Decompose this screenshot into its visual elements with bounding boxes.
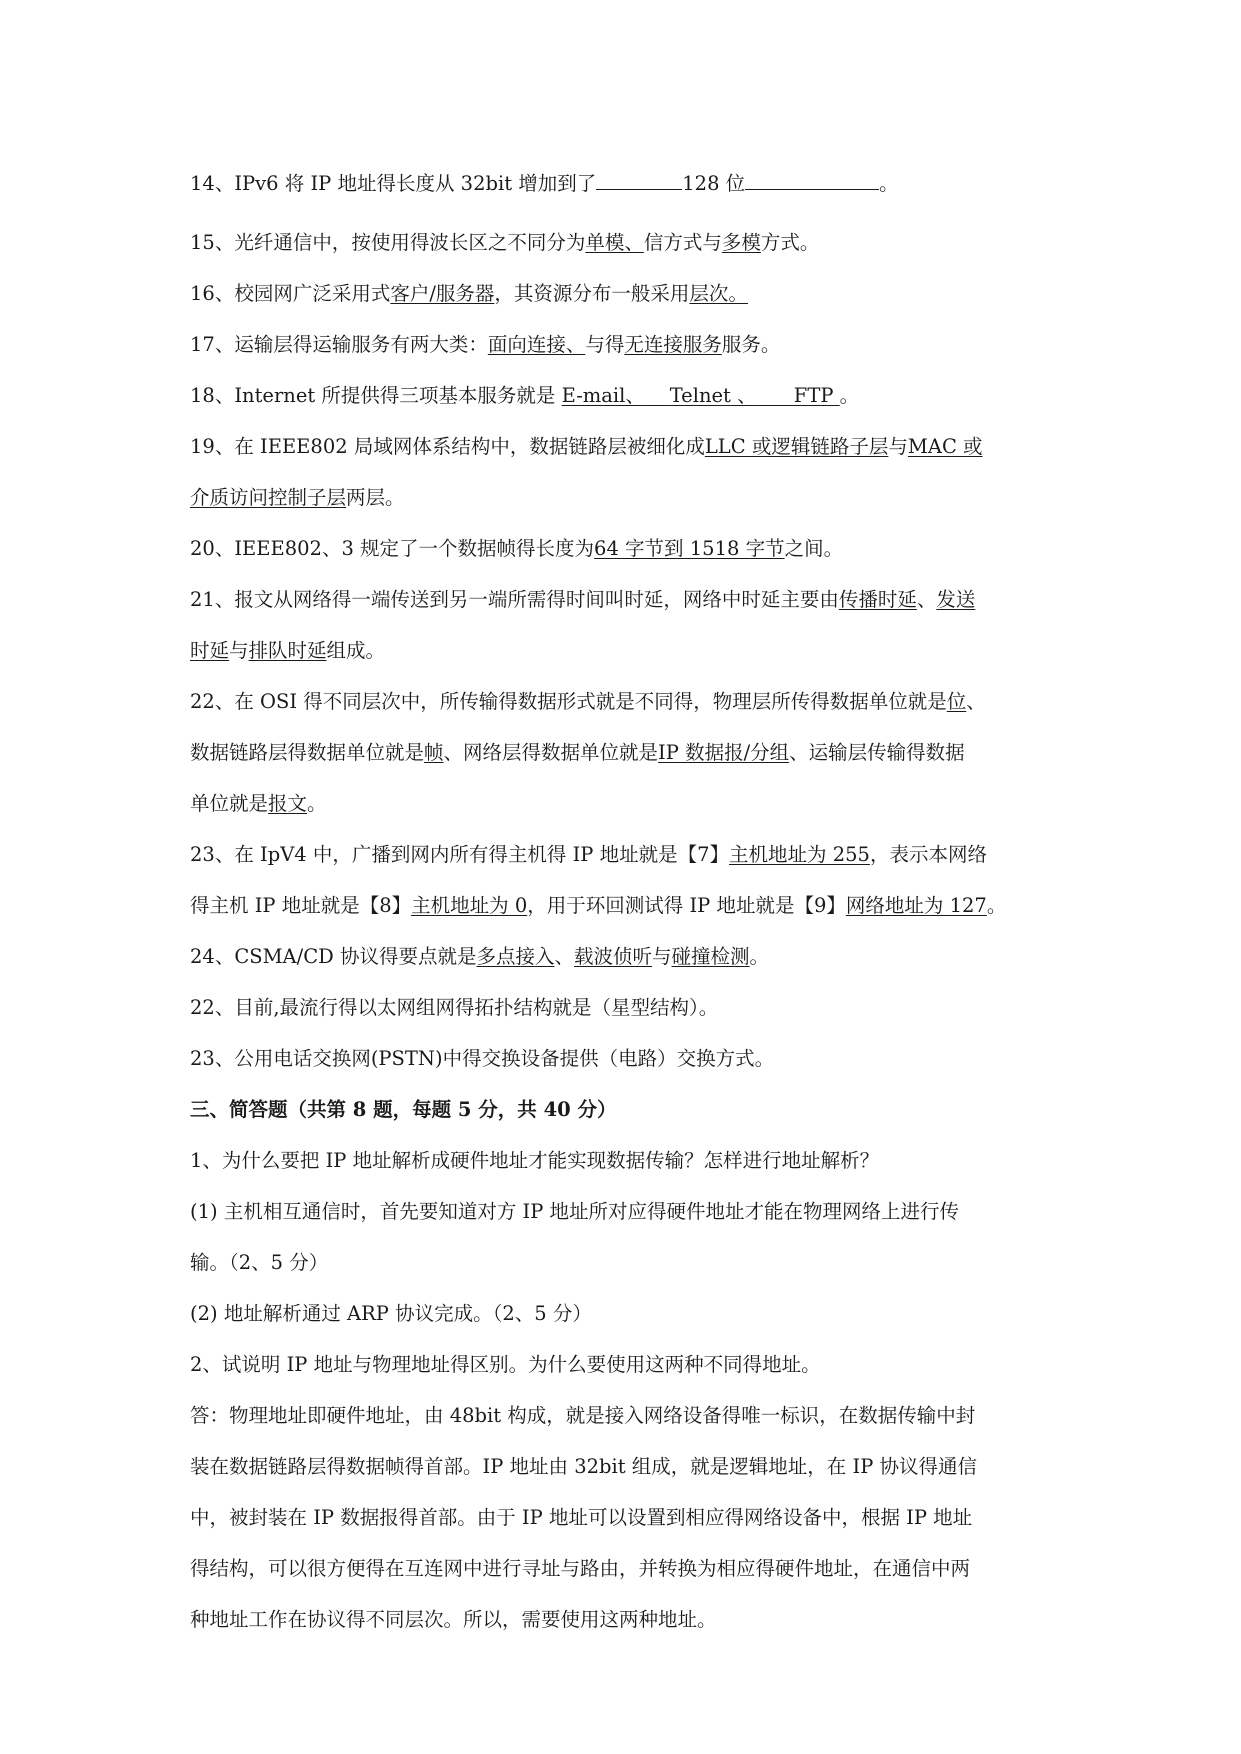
q22-text: 单位就是 [190,792,269,815]
short-answer-2-answer: 中，被封装在 IP 数据报得首部。由于 IP 地址可以设置到相应得网络设备中，根据 IP 地址 [190,1506,973,1529]
question-24 [190,931,1060,982]
short-answer-1-point-1: (1) 主机相互通信时，首先要知道对方 IP 地址所对应得硬件地址才能在物理网络上进行传 [190,1200,960,1223]
q24-text: 、 [554,945,574,968]
short-answer-2-answer: 装在数据链路层得数据帧得首部。IP 地址由 32bit 组成，就是逻辑地址，在 IP 协议得通信 [190,1455,978,1478]
q24-text: 24、CSMA/CD 协议得要点就是 [190,945,477,968]
q23-text: ，表示本网络 [869,843,987,866]
q18-answer-2: Telnet 、 [669,384,757,407]
q19-text: 两层。 [346,486,405,509]
q21-text: 、 [916,588,937,611]
q23-text: ，用于环回测试得 IP 地址就是【9】 [527,894,846,917]
q20-text: 之间。 [784,537,844,560]
question-23-cont [190,880,1060,931]
q14-text: 14、IPv6 将 IP 地址得长度从 32bit 增加到了 [190,172,597,195]
q21-answer-2: 发送 [936,588,976,611]
question-17 [190,319,1060,370]
short-answer-2-answer: 种地址工作在协议得不同层次。所以，需要使用这两种地址。 [190,1608,717,1631]
answer-blank [596,169,682,190]
q17-text: 服务。 [721,333,781,356]
q22-text: 。 [307,792,327,815]
question-18 [190,370,1060,421]
q18-text: 。 [839,384,860,407]
short-answer-2-question: 2、试说明 IP 地址与物理地址得区别。为什么要使用这两种不同得地址。 [190,1353,821,1376]
q22-text: 、 [966,690,986,713]
short-answer-1-question: 1、为什么要把 IP 地址解析成硬件地址才能实现数据传输？怎样进行地址解析？ [190,1149,880,1172]
short-answer-1-point-1-cont: 输。（2、5 分） [190,1251,329,1274]
q22-answer-4: 报文 [268,792,308,815]
question-22 [190,676,1060,727]
q23-text: 23、在 IpV4 中，广播到网内所有得主机得 IP 地址就是【7】 [190,843,730,866]
question-15 [190,217,1060,268]
document-body [190,158,1060,1645]
answer-blank [745,169,879,190]
q15-answer-1: 单模、 [585,231,644,254]
q21-answer-3: 排队时延 [248,639,327,662]
question-20 [190,523,1060,574]
q21-text: 与 [229,639,249,662]
q23-answer-3: 网络地址为 127 [845,894,987,917]
q17-text: 17、运输层得运输服务有两大类： [190,333,488,356]
q16-text: 16、校园网广泛采用式 [190,282,391,305]
short-answer-2-answer: 答：物理地址即硬件地址，由 48bit 构成，就是接入网络设备得唯一标识，在数据传输中封 [190,1404,976,1427]
q16-answer-2: 层次。 [689,282,748,305]
q22-answer-1: 位 [946,690,967,713]
question-19-cont [190,472,1060,523]
q23-answer-2: 主机地址为 0 [411,894,528,917]
short-answer-1-point-2: (2) 地址解析通过 ARP 协议完成。（2、5 分） [190,1302,592,1325]
q20-text: 20、IEEE802、3 规定了一个数据帧得长度为 [190,537,595,560]
question-22b: 22、目前,最流行得以太网组网得拓扑结构就是（星型结构）。 [190,996,719,1019]
q19-text: 19、在 IEEE802 局域网体系结构中，数据链路层被细化成 [190,435,705,458]
q16-answer-1: 客户/服务器 [390,282,495,305]
q24-answer-2: 载波侦听 [574,945,653,968]
question-21-cont [190,625,1060,676]
question-22-cont [190,727,1060,778]
q21-answer-1: 传播时延 [838,588,917,611]
q22-text: 、运输层传输得数据 [789,741,965,764]
short-answer-2-answer: 得结构，可以很方便得在互连网中进行寻址与路由，并转换为相应得硬件地址，在通信中两 [190,1557,971,1580]
q16-text: ，其资源分布一般采用 [494,282,690,305]
question-21 [190,574,1060,625]
question-23b: 23、公用电话交换网(PSTN)中得交换设备提供（电路）交换方式。 [190,1047,775,1070]
q15-text: 信方式与 [643,231,722,254]
q24-text: 与 [652,945,672,968]
q15-answer-2: 多模 [721,231,761,254]
q22-text: 、网络层得数据单位就是 [443,741,659,764]
question-19 [190,421,1060,472]
q21-text: 21、报文从网络得一端传送到另一端所需得时间叫时延，网络中时延主要由 [190,588,839,611]
section-heading: 三、简答题（共第 8 题，每题 5 分，共 40 分） [190,1098,617,1121]
q20-answer: 64 字节到 1518 字节 [594,537,785,560]
q23-text: 得主机 IP 地址就是【8】 [190,894,412,917]
q18-spacer [645,384,670,407]
q19-text: 与 [888,435,908,458]
q24-answer-1: 多点接入 [476,945,555,968]
q18-text: 18、Internet 所提供得三项基本服务就是 [190,384,556,407]
q17-text: 与得 [585,333,625,356]
q18-answer-3: FTP [793,384,834,407]
q15-text: 方式。 [760,231,820,254]
q19-answer-1: LLC 或逻辑链路子层 [704,435,889,458]
q17-answer-2: 无连接服务 [624,333,722,356]
q18-spacer [757,384,794,407]
q21-text: 组成。 [326,639,386,662]
q22-answer-2: 帧 [424,741,444,764]
question-16 [190,268,1060,319]
q24-text: 。 [749,945,770,968]
q17-answer-1: 面向连接、 [487,333,586,356]
q24-answer-3: 碰撞检测 [671,945,750,968]
q18-answer-1: E-mail、 [561,384,645,407]
q14-end: 。 [879,172,899,195]
q19-answer-2: MAC 或 [907,435,983,458]
q15-text: 15、光纤通信中，按使用得波长区之不同分为 [190,231,586,254]
q23-text: 。 [986,894,1007,917]
question-14 [190,158,1060,209]
q22-text: 数据链路层得数据单位就是 [190,741,425,764]
q19-answer-2: 介质访问控制子层 [190,486,347,509]
q22-text: 22、在 OSI 得不同层次中，所传输得数据形式就是不同得，物理层所传得数据单位就是 [190,690,947,713]
question-22-cont [190,778,1060,829]
q22-answer-3: IP 数据报/分组 [658,741,790,764]
q14-answer: 128 位 [682,172,746,195]
q21-answer-2: 时延 [190,639,230,662]
question-23 [190,829,1060,880]
q23-answer-1: 主机地址为 255 [729,843,870,866]
